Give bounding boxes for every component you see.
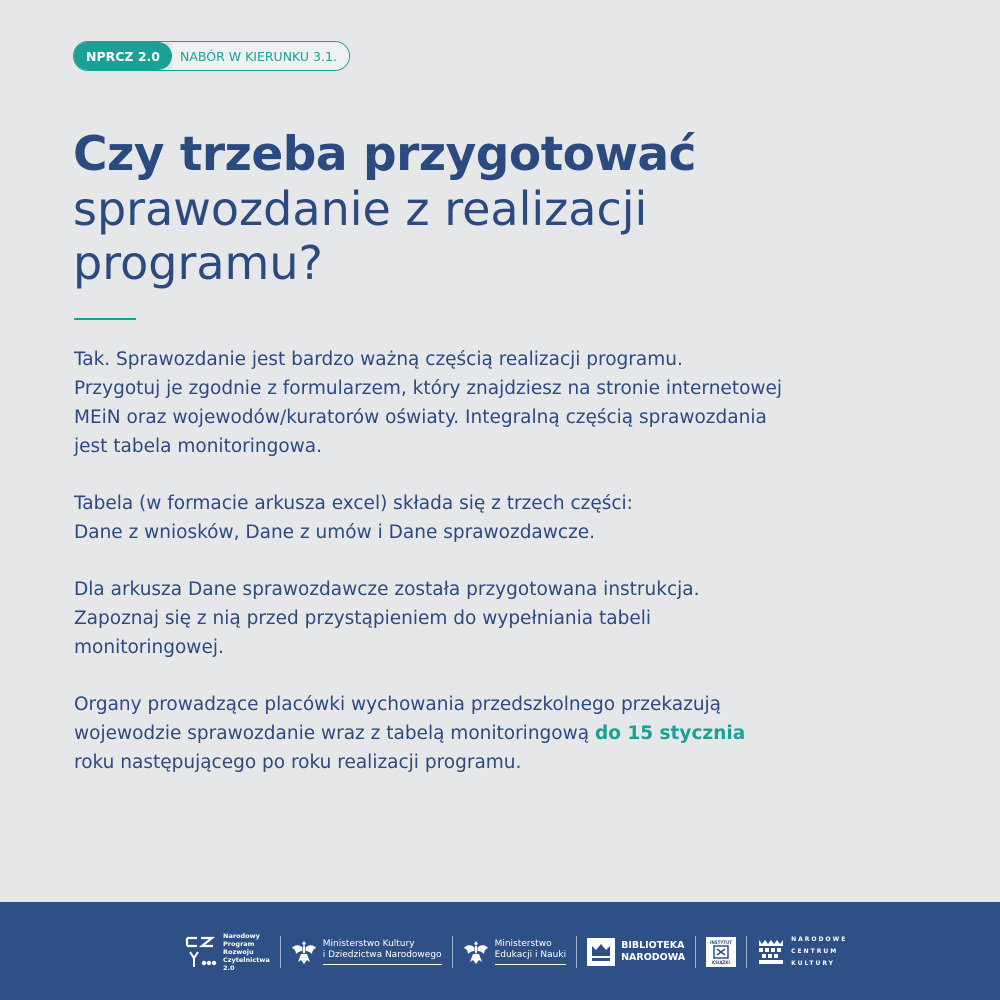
tag-direction-label: NABÓR W KIERUNKU 3.1. [172,42,349,70]
text-line: Organy prowadzące placówki wychowania przedszkolnego przekazują [74,694,722,715]
accent-divider [74,318,136,320]
mein-text: Edukacji i Nauki [494,950,567,960]
text-line: MEiN oraz wojewodów/kuratorów oświaty. Integralną częścią sprawozdania [74,407,767,428]
white-eagle-icon [463,938,489,966]
nprcz-text: Rozwoju [223,948,254,956]
text-line: jest tabela monitoringowa. [74,436,323,457]
nprcz-text: Czytelnictwa [223,956,270,964]
nck-text: CENTRUM [791,948,839,955]
page-title [73,128,873,290]
ik-text: KSIĄŻKI [712,960,731,965]
mein-logo [463,938,567,966]
program-tag [73,41,350,71]
instytut-ksiazki-icon [706,937,736,967]
paragraph-3 [74,575,874,662]
ik-text: INSTYTUT [710,940,733,945]
nck-text: KULTURY [791,960,835,967]
crown-book-icon [587,938,615,966]
text-line: monitoringowej. [74,637,224,658]
logo-divider [280,936,281,968]
biblioteka-narodowa-logo [587,938,685,966]
nck-emblem-icon [757,938,785,966]
logo-divider [452,936,453,968]
bn-text: NARODOWA [621,952,686,963]
nprcz-emblem-icon [183,934,217,970]
logo-divider [695,936,696,968]
paragraph-4 [74,690,874,777]
white-eagle-icon [291,938,317,966]
mkidn-text: Ministerstwo Kultury [322,939,415,949]
instytut-ksiazki-logo [706,937,736,967]
nprcz-text: Narodowy [223,932,260,940]
nprcz-text: 2.0 [223,964,235,972]
title-light-line-1: sprawozdanie z realizacji [73,182,648,236]
text-line: Dla arkusza Dane sprawozdawcze została przygotowana instrukcja. [74,579,700,600]
text-line: Tabela (w formacie arkusza excel) składa się z trzech części: [74,493,633,514]
body-text [74,345,874,805]
title-light-line-2: programu? [73,236,323,290]
text-line: Tak. Sprawozdanie jest bardzo ważną częścią realizacji programu. [74,349,683,370]
text-line: Dane z wniosków, Dane z umów i Dane sprawozdawcze. [74,522,596,543]
mkidn-logo [291,938,442,966]
bn-text: BIBLIOTEKA [621,940,685,951]
mkidn-text: i Dziedzictwa Narodowego [322,950,442,960]
tag-program-label: NPRCZ 2.0 [74,42,172,70]
nck-logo [757,934,847,970]
nprcz-text: Program [223,940,255,948]
text-line: Zapoznaj się z nią przed przystąpieniem do wypełniania tabeli [74,608,651,629]
title-bold-line: Czy trzeba przygotować [73,127,696,182]
logo-divider [576,936,577,968]
mein-text: Ministerstwo [494,939,552,949]
text-line: wojewodzie sprawozdanie wraz z tabelą monitoringową [74,723,595,744]
deadline-highlight: do 15 stycznia [594,723,746,744]
text-line: roku następującego po roku realizacji programu. [74,752,522,773]
text-line: Przygotuj je zgodnie z formularzem, który znajdziesz na stronie internetowej [74,378,783,399]
nck-text: NARODOWE [791,936,848,943]
logo-divider [746,936,747,968]
partner-logos [183,928,847,976]
paragraph-2 [74,489,874,547]
paragraph-1 [74,345,874,461]
nprcz-logo [183,932,270,972]
